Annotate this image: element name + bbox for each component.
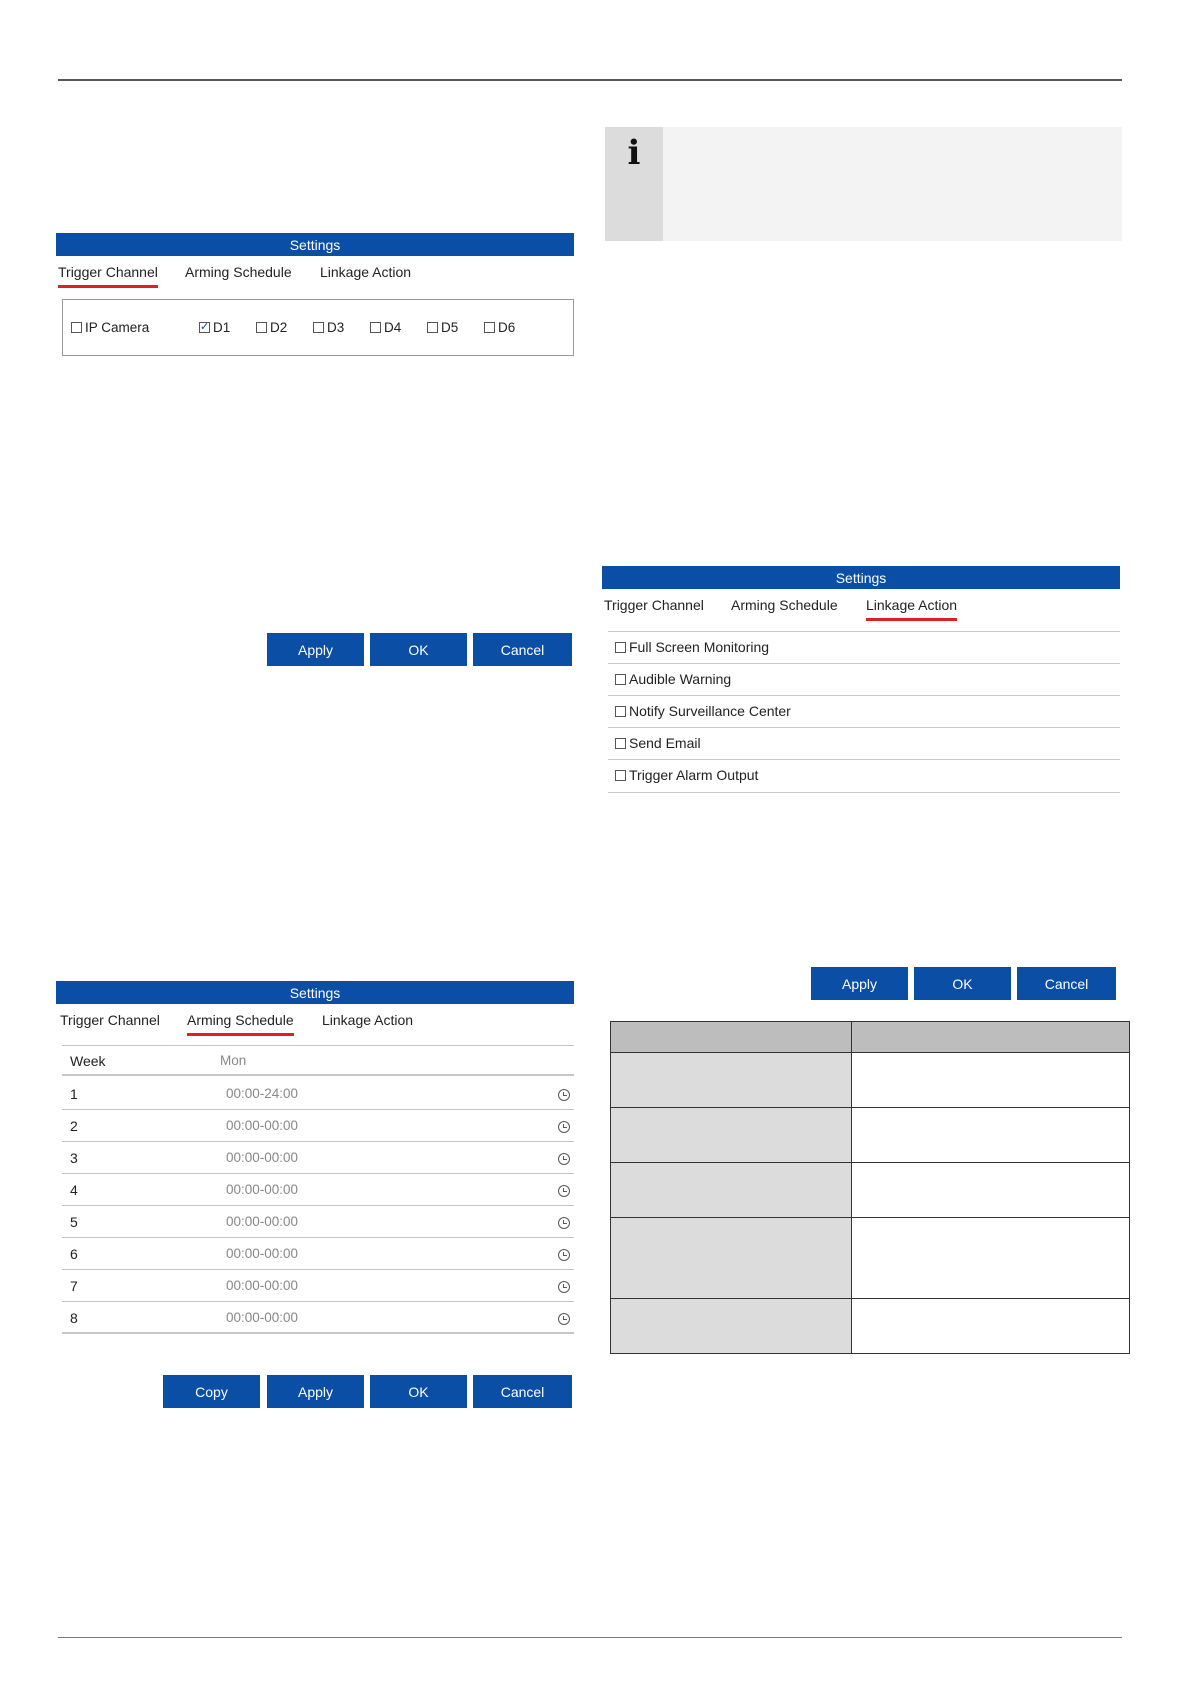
week-label: Week	[70, 1053, 106, 1069]
ok-button[interactable]: OK	[370, 1375, 467, 1408]
week-select[interactable]: Mon	[220, 1053, 247, 1068]
time-range: 00:00-00:00	[226, 1182, 299, 1197]
table-header-cell	[611, 1022, 852, 1053]
tab-linkage-action[interactable]: Linkage Action	[866, 597, 957, 621]
channel-d1[interactable]: ✓ D1	[199, 320, 230, 335]
checkbox-d4[interactable]	[370, 322, 381, 333]
checkbox[interactable]	[615, 770, 626, 781]
settings-panel-linkage-action	[602, 566, 1120, 1000]
tab-linkage-action[interactable]: Linkage Action	[320, 264, 412, 280]
info-icon: i	[627, 133, 641, 173]
clock-icon[interactable]	[558, 1217, 570, 1229]
time-range: 00:00-00:00	[226, 1118, 299, 1133]
divider	[608, 631, 1120, 632]
schedule-row	[62, 1142, 574, 1174]
schedule-row	[62, 1110, 574, 1142]
divider	[608, 663, 1120, 664]
settings-panel-trigger-channel	[56, 233, 574, 666]
info-icon-column	[605, 127, 663, 241]
tab-trigger-channel[interactable]: Trigger Channel	[60, 1012, 160, 1028]
row-number: 6	[70, 1246, 78, 1262]
footer-rule	[58, 1637, 1122, 1638]
header-rule	[58, 79, 1122, 81]
tab-arming-schedule[interactable]: Arming Schedule	[731, 597, 838, 613]
linkage-audible-warning[interactable]: Audible Warning	[615, 671, 731, 687]
checkbox-d3[interactable]	[313, 322, 324, 333]
row-number: 1	[70, 1086, 78, 1102]
table-header-row	[611, 1022, 1130, 1053]
schedule-row	[62, 1174, 574, 1206]
checkbox-d2[interactable]	[256, 322, 267, 333]
channel-box	[62, 299, 574, 356]
row-number: 7	[70, 1278, 78, 1294]
ok-button[interactable]: OK	[370, 633, 467, 666]
time-range: 00:00-00:00	[226, 1246, 299, 1261]
linkage-full-screen-monitoring[interactable]: Full Screen Monitoring	[615, 639, 769, 655]
clock-icon[interactable]	[558, 1089, 570, 1101]
table-cell	[852, 1053, 1130, 1108]
row-number: 3	[70, 1150, 78, 1166]
checkbox[interactable]	[615, 674, 626, 685]
clock-icon[interactable]	[558, 1281, 570, 1293]
settings-title: Settings	[56, 981, 574, 1004]
clock-icon[interactable]	[558, 1249, 570, 1261]
table-row	[611, 1108, 1130, 1163]
schedule-row	[62, 1270, 574, 1302]
reference-table	[610, 1021, 1130, 1354]
week-row	[62, 1046, 574, 1076]
time-range: 00:00-00:00	[226, 1278, 299, 1293]
time-range: 00:00-00:00	[226, 1150, 299, 1165]
channel-d3[interactable]: D3	[313, 320, 344, 335]
row-number: 2	[70, 1118, 78, 1134]
channel-d6[interactable]: D6	[484, 320, 515, 335]
table-row	[611, 1218, 1130, 1299]
divider	[608, 792, 1120, 793]
table-row	[611, 1163, 1130, 1218]
checkbox-d6[interactable]	[484, 322, 495, 333]
table-header-cell	[852, 1022, 1130, 1053]
settings-title: Settings	[602, 566, 1120, 589]
schedule-row	[62, 1238, 574, 1270]
divider	[608, 759, 1120, 760]
copy-button[interactable]: Copy	[163, 1375, 260, 1408]
tab-linkage-action[interactable]: Linkage Action	[322, 1012, 414, 1028]
divider	[608, 727, 1120, 728]
apply-button[interactable]: Apply	[267, 1375, 364, 1408]
cancel-button[interactable]: Cancel	[473, 633, 572, 666]
checkbox[interactable]	[615, 706, 626, 717]
schedule-row	[62, 1302, 574, 1334]
table-row	[611, 1053, 1130, 1108]
clock-icon[interactable]	[558, 1153, 570, 1165]
schedule-row	[62, 1206, 574, 1238]
clock-icon[interactable]	[558, 1185, 570, 1197]
checkbox-d1[interactable]	[199, 322, 210, 333]
checkbox-ip-camera[interactable]	[71, 322, 82, 333]
settings-title: Settings	[56, 233, 574, 256]
time-range: 00:00-00:00	[226, 1310, 299, 1325]
linkage-trigger-alarm-output[interactable]: Trigger Alarm Output	[615, 767, 758, 783]
clock-icon[interactable]	[558, 1121, 570, 1133]
clock-icon[interactable]	[558, 1313, 570, 1325]
cancel-button[interactable]: Cancel	[1017, 967, 1116, 1000]
checkbox[interactable]	[615, 738, 626, 749]
tab-arming-schedule[interactable]: Arming Schedule	[185, 264, 292, 280]
tab-trigger-channel[interactable]: Trigger Channel	[58, 264, 158, 288]
row-number: 5	[70, 1214, 78, 1230]
table-cell	[852, 1108, 1130, 1163]
row-number: 4	[70, 1182, 78, 1198]
channel-d2[interactable]: D2	[256, 320, 287, 335]
table-row	[611, 1299, 1130, 1354]
checkbox[interactable]	[615, 642, 626, 653]
apply-button[interactable]: Apply	[267, 633, 364, 666]
channel-d5[interactable]: D5	[427, 320, 458, 335]
divider	[608, 695, 1120, 696]
row-number: 8	[70, 1310, 78, 1326]
table-cell	[852, 1163, 1130, 1218]
apply-button[interactable]: Apply	[811, 967, 908, 1000]
time-range: 00:00-00:00	[226, 1214, 299, 1229]
table-cell	[611, 1163, 852, 1218]
table-cell	[611, 1299, 852, 1354]
schedule-row	[62, 1078, 574, 1110]
ok-button[interactable]: OK	[914, 967, 1011, 1000]
channel-d4[interactable]: D4	[370, 320, 401, 335]
checkbox-d5[interactable]	[427, 322, 438, 333]
info-box	[605, 127, 1122, 241]
linkage-send-email[interactable]: Send Email	[615, 735, 701, 751]
settings-panel-arming-schedule	[56, 981, 574, 1411]
cancel-button[interactable]: Cancel	[473, 1375, 572, 1408]
channel-ip-camera[interactable]: IP Camera	[71, 320, 149, 335]
table-cell	[611, 1053, 852, 1108]
linkage-notify-surveillance-center[interactable]: Notify Surveillance Center	[615, 703, 791, 719]
table-cell	[852, 1299, 1130, 1354]
time-range: 00:00-24:00	[226, 1086, 299, 1101]
table-cell	[611, 1108, 852, 1163]
tab-arming-schedule[interactable]: Arming Schedule	[187, 1012, 294, 1036]
tab-trigger-channel[interactable]: Trigger Channel	[604, 597, 704, 613]
table-cell	[852, 1218, 1130, 1299]
table-cell	[611, 1218, 852, 1299]
